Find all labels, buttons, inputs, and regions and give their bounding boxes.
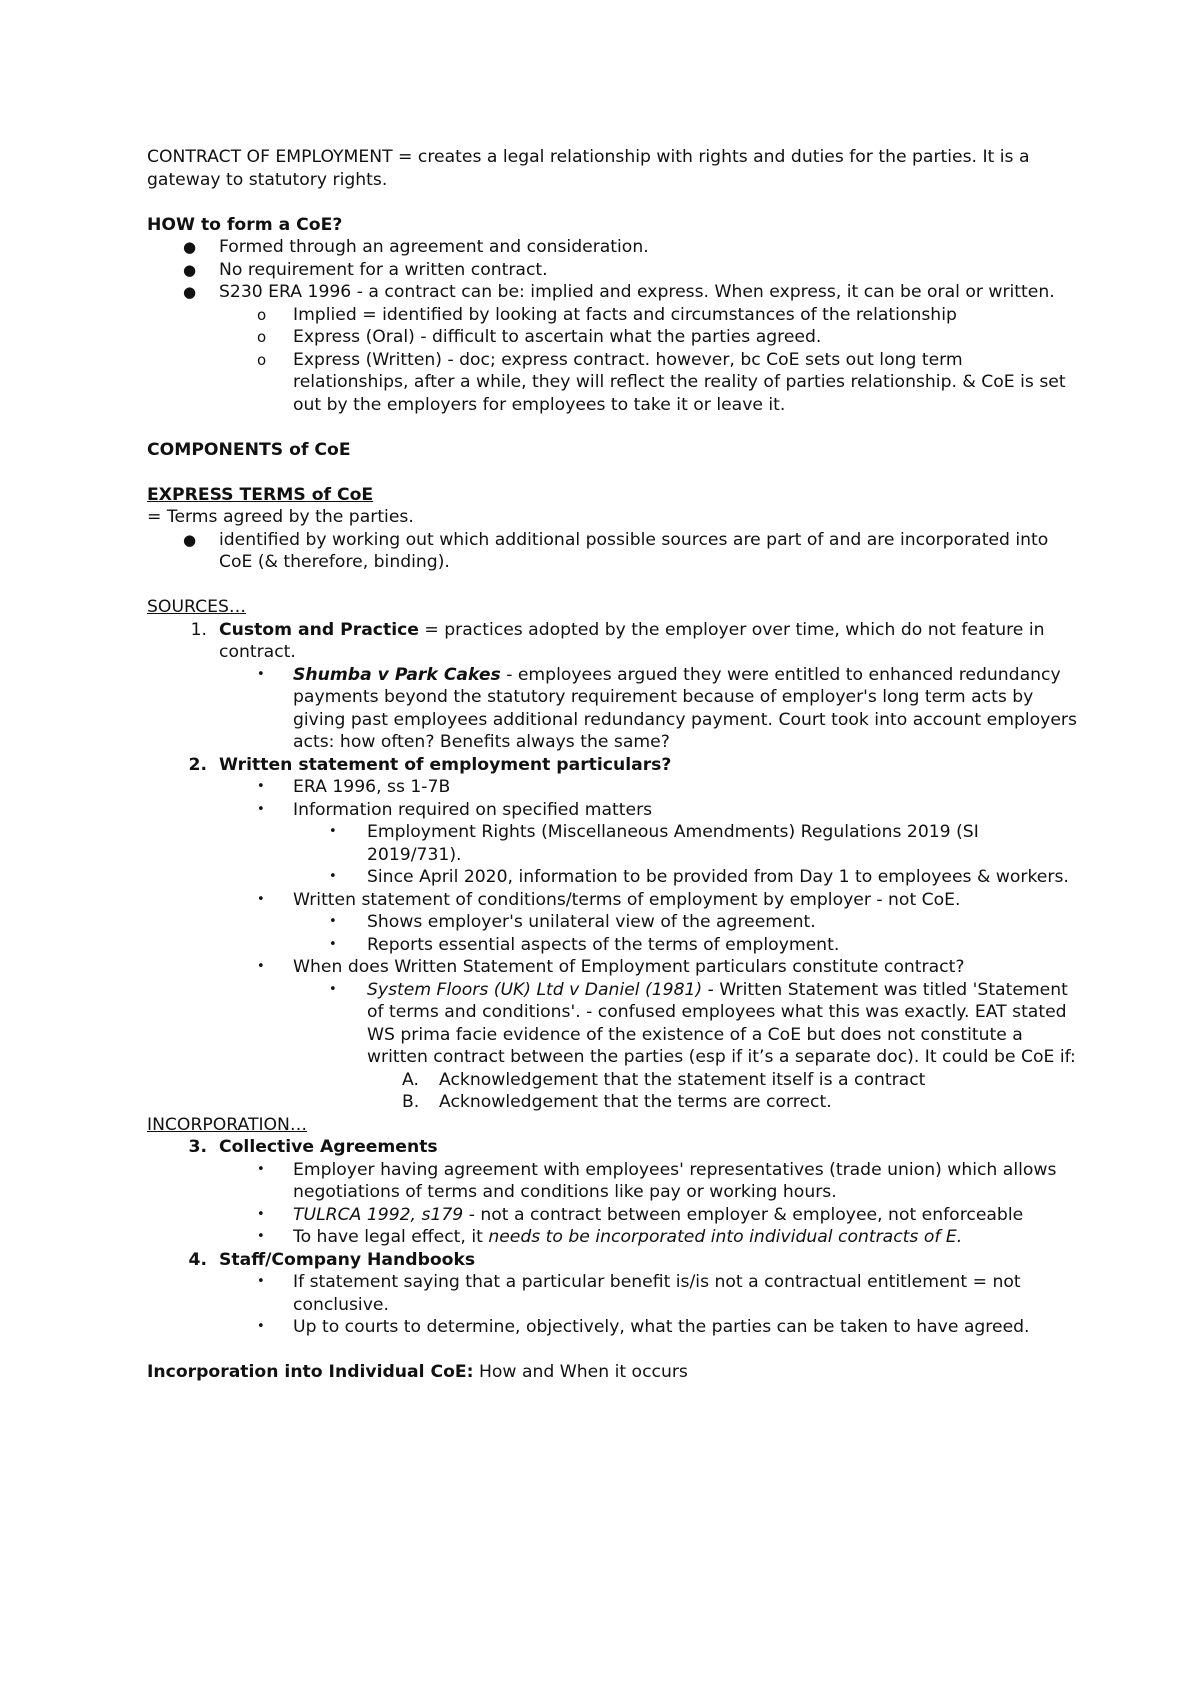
item-number: 1.	[190, 619, 207, 640]
intro-text: = creates a legal relationship with rights and duties for the parties. It is a gateway to statutory rights.	[147, 147, 1030, 190]
components-heading: COMPONENTS of CoE	[147, 439, 351, 460]
final-heading: Incorporation into Individual CoE: How and When it occurs	[147, 1362, 688, 1382]
item-title: Staff/Company Handbooks	[219, 1249, 476, 1270]
bullet-icon: •	[257, 666, 265, 682]
bullet-icon: •	[257, 1206, 265, 1222]
bullet-icon: •	[257, 801, 265, 817]
list-subitem: • Shumba v Park Cakes - employees argued they were entitled to enhanced redundancy payments beyond the statutory requirement because of employer's long term acts by giving past employees additional redundancy payment. Court took into account employers acts: how often? Benefits always the same?	[257, 664, 1077, 752]
lettered-item: A. Acknowledgement that the statement itself is a contract	[402, 1069, 926, 1090]
list-subitem: • To have legal effect, it needs to be incorporated into individual contracts of E.	[257, 1227, 963, 1247]
list-item: ● S230 ERA 1996 - a contract can be: implied and express. When express, it can be oral or written.	[183, 282, 1055, 302]
bullet-icon: ●	[183, 260, 197, 279]
list-item: ● No requirement for a written contract.	[183, 259, 548, 280]
bullet-icon: •	[329, 824, 337, 839]
numbered-item	[147, 1136, 1077, 1159]
bullet-icon: •	[257, 1161, 265, 1177]
bullet-icon: •	[329, 981, 337, 997]
list-subsubitem: • System Floors (UK) Ltd v Daniel (1981) - Written Statement was titled 'Statement of terms and conditions'. - confused employees what this was exactly. EAT stated WS prima facie evidence of the existence of a CoE but does not constitute a written contract between the parties (esp if it’s a separate doc). It could be CoE if:	[329, 979, 1076, 1067]
how-heading: HOW to form a CoE?	[147, 214, 343, 235]
express-heading: EXPRESS TERMS of CoE	[147, 484, 374, 505]
list-subitem: • Up to courts to determine, objectively, what the parties can be taken to have agreed.	[257, 1317, 1030, 1337]
case-name: Shumba v Park Cakes	[293, 664, 501, 685]
intro-term: CONTRACT OF EMPLOYMENT	[147, 147, 393, 167]
bullet-icon: •	[257, 891, 265, 907]
bullet-icon: •	[329, 936, 337, 952]
list-subitem: o Express (Oral) - difficult to ascertain what the parties agreed.	[257, 327, 822, 347]
express-definition: = Terms agreed by the parties.	[147, 507, 414, 527]
bullet-icon: ●	[183, 283, 197, 301]
bullet-icon: •	[257, 1274, 265, 1289]
list-subitem: • Written statement of conditions/terms of employment by employer - not CoE.	[257, 889, 961, 910]
item-title: Custom and Practice	[219, 619, 419, 640]
numbered-item	[147, 1249, 1077, 1272]
circle-bullet-icon: o	[257, 305, 267, 324]
list-subitem: • ERA 1996, ss 1-7B	[257, 777, 451, 797]
list-subitem: o Implied = identified by looking at facts and circumstances of the relationship	[257, 304, 957, 325]
list-subitem: • If statement saying that a particular benefit is/is not a contractual entitlement = not conclusive.	[257, 1272, 1021, 1315]
item-letter: B.	[402, 1092, 420, 1112]
case-name: System Floors (UK) Ltd v Daniel (1981)	[367, 979, 703, 1000]
bullet-icon: •	[329, 869, 337, 884]
circle-bullet-icon: o	[257, 328, 267, 346]
list-item: ● identified by working out which additional possible sources are part of and are incorporated into CoE (& therefore, binding).	[183, 529, 1049, 572]
list-subitem: • TULRCA 1992, s179 - not a contract between employer & employee, not enforceable	[257, 1204, 1024, 1225]
list-subitem: • Information required on specified matters	[257, 799, 653, 820]
numbered-item	[147, 754, 1077, 777]
bullet-icon: •	[257, 959, 265, 974]
item-title: Written statement of employment particulars?	[219, 754, 672, 775]
incorporation-heading: INCORPORATION…	[147, 1114, 308, 1135]
list-subitem: • When does Written Statement of Employment particulars constitute contract?	[257, 957, 965, 977]
bullet-icon: ●	[183, 530, 197, 549]
sources-heading: SOURCES…	[147, 597, 247, 617]
bullet-icon: •	[257, 1319, 265, 1334]
bullet-icon: •	[329, 914, 337, 929]
bullet-icon: ●	[183, 238, 197, 256]
intro-paragraph	[147, 146, 1077, 191]
list-subsubitem: • Employment Rights (Miscellaneous Amendments) Regulations 2019 (SI 2019/731).	[329, 822, 979, 865]
item-number: 4.	[188, 1249, 207, 1270]
lettered-item: B. Acknowledgement that the terms are correct.	[402, 1092, 832, 1112]
document-page	[147, 146, 1077, 1384]
list-subsubitem: • Since April 2020, information to be provided from Day 1 to employees & workers.	[329, 867, 1069, 887]
list-subitem: o Express (Written) - doc; express contract. however, bc CoE sets out long term relationships, after a while, they will reflect the reality of parties relationship. & CoE is set out by the employers for employees to take it or leave it.	[257, 349, 1066, 415]
bullet-icon: •	[257, 1229, 265, 1244]
list-subsubitem: • Reports essential aspects of the terms of employment.	[329, 934, 840, 955]
list-item: ● Formed through an agreement and consideration.	[183, 237, 649, 257]
item-number: 3.	[188, 1137, 207, 1157]
item-title: Collective Agreements	[219, 1137, 438, 1157]
list-subsubitem: • Shows employer's unilateral view of the agreement.	[329, 912, 816, 932]
numbered-item: 1. Custom and Practice = practices adopted by the employer over time, which do not feature in contract.	[147, 619, 1077, 664]
bullet-icon: •	[257, 779, 265, 794]
item-letter: A.	[402, 1069, 419, 1090]
circle-bullet-icon: o	[257, 350, 267, 369]
list-subitem: • Employer having agreement with employees' representatives (trade union) which allows negotiations of terms and conditions like pay or working hours.	[257, 1159, 1057, 1202]
item-number: 2.	[188, 754, 207, 775]
